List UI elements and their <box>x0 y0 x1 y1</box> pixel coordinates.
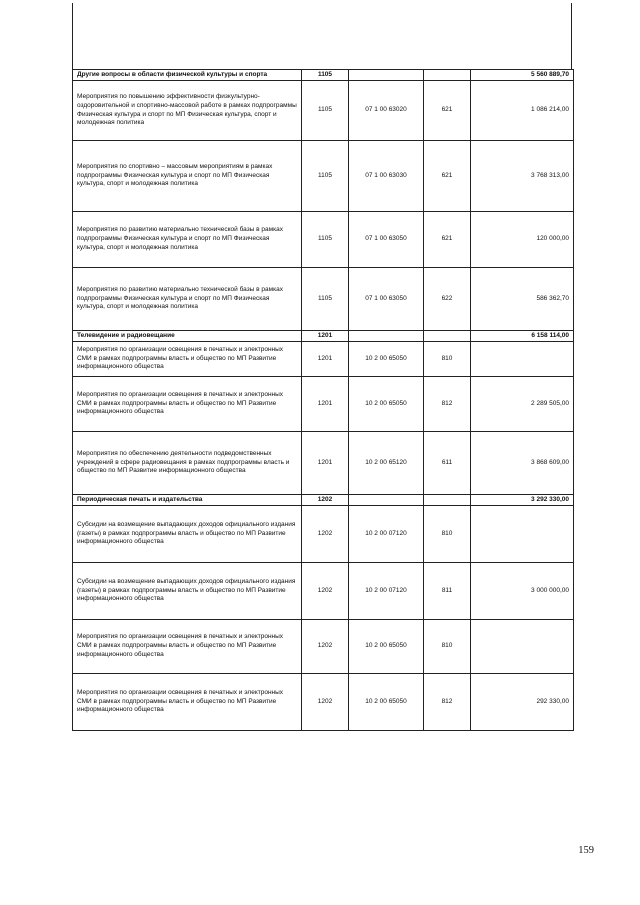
table-row <box>73 620 574 674</box>
row-name-cell: Мероприятия по организации освещения в печатных и электронных СМИ в рамках подпрограммы власть и общество по МП Развитие информационного общества <box>73 674 302 731</box>
table-row <box>73 432 574 495</box>
expense-type-cell: 611 <box>424 432 471 495</box>
amount-cell: 3 768 313,00 <box>471 141 574 212</box>
table-continuation-fragment <box>72 3 572 69</box>
expense-type-cell: 810 <box>424 506 471 563</box>
section-code-cell: 1105 <box>302 81 349 141</box>
target-article-cell: 10 2 00 65050 <box>349 377 424 432</box>
target-article-cell: 07 1 00 63030 <box>349 141 424 212</box>
section-code-cell: 1105 <box>302 141 349 212</box>
row-name-cell: Мероприятия по повышению эффективности физкультурно-оздоровительной и спортивно-массовой работе в рамках подпрограммы Физическая культура и спорт по МП Физическая культура, спорт и молодежная политика <box>73 81 302 141</box>
budget-table-body <box>73 70 574 731</box>
amount-cell: 2 289 505,00 <box>471 377 574 432</box>
table-row <box>73 81 574 141</box>
expense-type-cell <box>424 70 471 81</box>
amount-cell: 3 292 330,00 <box>471 495 574 506</box>
amount-cell: 5 560 889,70 <box>471 70 574 81</box>
row-name-cell: Субсидии на возмещение выпадающих доходов официального издания (газеты) в рамках подпрограммы власть и общество по МП Развитие информационного общества <box>73 563 302 620</box>
row-name-cell: Субсидии на возмещение выпадающих доходов официального издания (газеты) в рамках подпрограммы власть и общество по МП Развитие информационного общества <box>73 506 302 563</box>
target-article-cell: 07 1 00 63050 <box>349 212 424 268</box>
section-code-cell: 1201 <box>302 342 349 377</box>
row-name-cell: Периодическая печать и издательства <box>73 495 302 506</box>
section-row <box>73 331 574 342</box>
expense-type-cell: 812 <box>424 377 471 432</box>
table-row <box>73 377 574 432</box>
table-row <box>73 141 574 212</box>
row-name-cell: Мероприятия по организации освещения в печатных и электронных СМИ в рамках подпрограммы власть и общество по МП Развитие информационного общества <box>73 377 302 432</box>
section-row <box>73 70 574 81</box>
section-code-cell: 1105 <box>302 70 349 81</box>
section-code-cell: 1202 <box>302 563 349 620</box>
amount-cell: 6 158 114,00 <box>471 331 574 342</box>
amount-cell: 586 362,70 <box>471 268 574 331</box>
target-article-cell <box>349 70 424 81</box>
row-name-cell: Мероприятия по спортивно – массовым мероприятиям в рамках подпрограммы Физическая культура и спорт по МП Физическая культура, спорт и молодежная политика <box>73 141 302 212</box>
expense-type-cell: 811 <box>424 563 471 620</box>
table-row <box>73 268 574 331</box>
amount-cell <box>471 342 574 377</box>
expense-type-cell <box>424 331 471 342</box>
expense-type-cell: 622 <box>424 268 471 331</box>
amount-cell: 1 086 214,00 <box>471 81 574 141</box>
row-name-cell: Телевидение и радиовещание <box>73 331 302 342</box>
target-article-cell: 07 1 00 63050 <box>349 268 424 331</box>
section-code-cell: 1201 <box>302 377 349 432</box>
budget-table <box>72 69 574 731</box>
amount-cell <box>471 506 574 563</box>
target-article-cell: 10 2 00 65050 <box>349 620 424 674</box>
section-row <box>73 495 574 506</box>
target-article-cell: 10 2 00 65050 <box>349 674 424 731</box>
expense-type-cell: 812 <box>424 674 471 731</box>
expense-type-cell: 621 <box>424 81 471 141</box>
target-article-cell: 07 1 00 63020 <box>349 81 424 141</box>
page-number: 159 <box>578 845 594 856</box>
table-row <box>73 342 574 377</box>
row-name-cell: Другие вопросы в области физической культуры и спорта <box>73 70 302 81</box>
target-article-cell <box>349 495 424 506</box>
target-article-cell <box>349 331 424 342</box>
row-name-cell: Мероприятия по развитию материально технической базы в рамках подпрограммы Физическая культура и спорт по МП Физическая культура, спорт и молодежная политика <box>73 268 302 331</box>
row-name-cell: Мероприятия по развитию материально технической базы в рамках подпрограммы Физическая культура и спорт по МП Физическая культура, спорт и молодежная политика <box>73 212 302 268</box>
section-code-cell: 1105 <box>302 212 349 268</box>
table-row <box>73 506 574 563</box>
expense-type-cell: 621 <box>424 141 471 212</box>
section-code-cell: 1105 <box>302 268 349 331</box>
expense-type-cell <box>424 495 471 506</box>
section-code-cell: 1202 <box>302 620 349 674</box>
target-article-cell: 10 2 00 07120 <box>349 563 424 620</box>
target-article-cell: 10 2 00 65050 <box>349 342 424 377</box>
amount-cell: 120 000,00 <box>471 212 574 268</box>
section-code-cell: 1202 <box>302 495 349 506</box>
row-name-cell: Мероприятия по организации освещения в печатных и электронных СМИ в рамках подпрограммы власть и общество по МП Развитие информационного общества <box>73 620 302 674</box>
row-name-cell: Мероприятия по обеспечению деятельности подведомственных учреждений в сфере радиовещания в рамках подпрограммы власть и общество по МП Развитие информационного общества <box>73 432 302 495</box>
table-row <box>73 563 574 620</box>
amount-cell: 3 000 000,00 <box>471 563 574 620</box>
amount-cell: 292 330,00 <box>471 674 574 731</box>
expense-type-cell: 621 <box>424 212 471 268</box>
amount-cell <box>471 620 574 674</box>
section-code-cell: 1201 <box>302 432 349 495</box>
expense-type-cell: 810 <box>424 620 471 674</box>
section-code-cell: 1202 <box>302 506 349 563</box>
row-name-cell: Мероприятия по организации освещения в печатных и электронных СМИ в рамках подпрограммы власть и общество по МП Развитие информационного общества <box>73 342 302 377</box>
amount-cell: 3 868 609,00 <box>471 432 574 495</box>
table-row <box>73 212 574 268</box>
section-code-cell: 1201 <box>302 331 349 342</box>
target-article-cell: 10 2 00 07120 <box>349 506 424 563</box>
expense-type-cell: 810 <box>424 342 471 377</box>
section-code-cell: 1202 <box>302 674 349 731</box>
target-article-cell: 10 2 00 65120 <box>349 432 424 495</box>
table-row <box>73 674 574 731</box>
